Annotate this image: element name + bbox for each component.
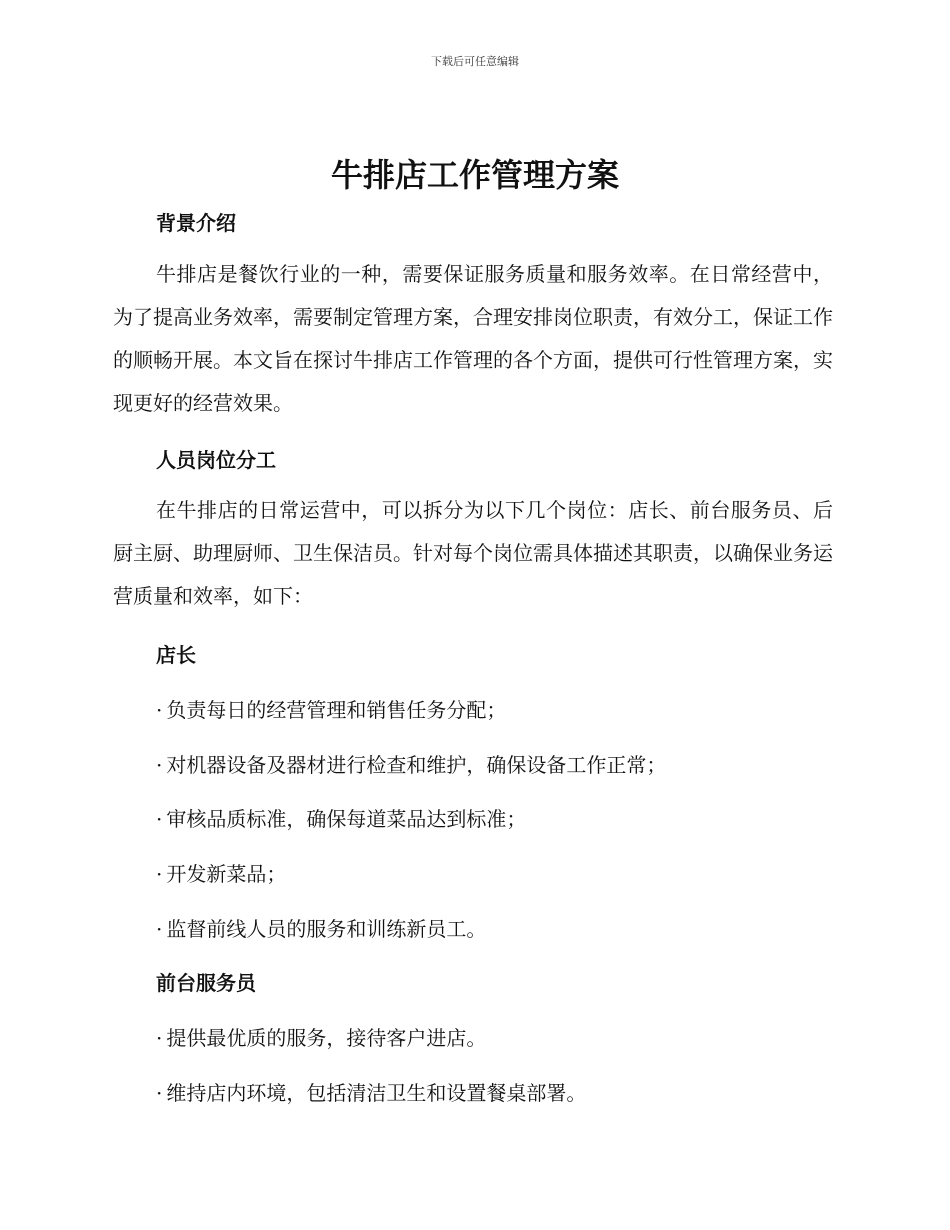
list-item [156, 1077, 586, 1106]
list-item-text: 监督前线人员的服务和训练新员工。 [166, 917, 487, 941]
document-title: 牛排店工作管理方案 [330, 156, 619, 194]
list-item [156, 749, 666, 778]
section-heading-front-desk: 前台服务员 [156, 971, 256, 995]
bullet-icon: · [156, 698, 163, 722]
list-item-text: 开发新菜品； [166, 862, 287, 886]
section-heading-staffing: 人员岗位分工 [156, 448, 276, 472]
bullet-icon: · [156, 917, 163, 941]
header-note: 下载后可任意编辑 [431, 55, 519, 68]
list-item [156, 858, 286, 887]
paragraph-staffing: 在牛排店的日常运营中，可以拆分为以下几个岗位：店长、前台服务员、后厨主厨、助理厨师、卫生保洁员。针对每个岗位需具体描述其职责，以确保业务运营质量和效率，如下： [113, 498, 833, 608]
list-item-text: 负责每日的经营管理和销售任务分配； [166, 698, 507, 722]
paragraph-background: 牛排店是餐饮行业的一种，需要保证服务质量和服务效率。在日常经营中，为了提高业务效率，需要制定管理方案，合理安排岗位职责，有效分工，保证工作的顺畅开展。本文旨在探讨牛排店工作管理的各个方面，提供可行性管理方案，实现更好的经营效果。 [113, 262, 833, 415]
section-heading-manager: 店长 [156, 643, 196, 667]
bullet-icon: · [156, 862, 163, 886]
list-item [156, 1022, 486, 1051]
bullet-icon: · [156, 807, 163, 831]
list-item [156, 694, 506, 723]
list-item-text: 提供最优质的服务，接待客户进店。 [166, 1026, 487, 1050]
bullet-icon: · [156, 1081, 163, 1105]
list-item [156, 913, 486, 942]
list-item-text: 审核品质标准，确保每道菜品达到标准； [166, 807, 527, 831]
list-item-text: 维持店内环境，包括清洁卫生和设置餐桌部署。 [166, 1081, 587, 1105]
list-item [156, 803, 526, 832]
bullet-icon: · [156, 753, 163, 777]
bullet-icon: · [156, 1026, 163, 1050]
list-item-text: 对机器设备及器材进行检查和维护，确保设备工作正常； [166, 753, 667, 777]
section-heading-background: 背景介绍 [156, 211, 236, 235]
